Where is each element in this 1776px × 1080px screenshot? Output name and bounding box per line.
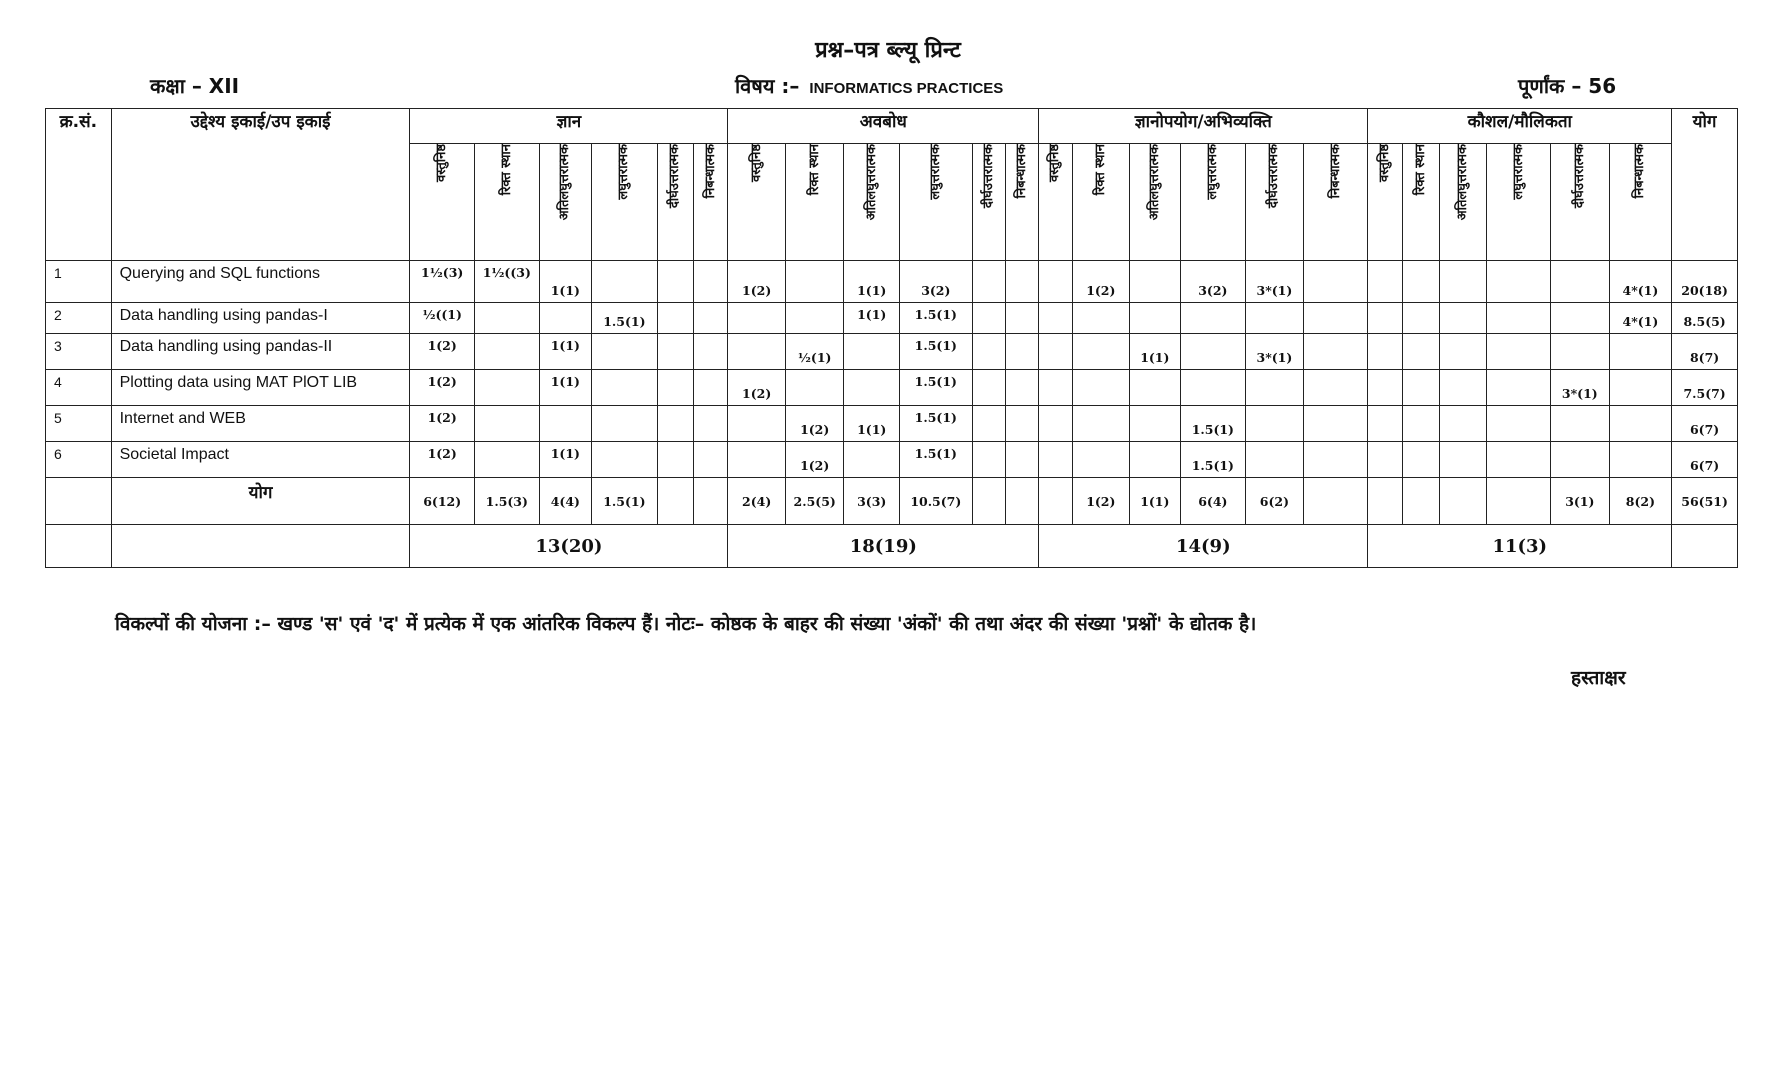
table-cell [1402,370,1439,406]
table-cell [1039,261,1072,303]
signature-label: हस्ताक्षर [1571,667,1626,689]
table-row [46,406,1738,442]
subtype-label: अतिलघुत्तरात्मक [1146,144,1162,221]
subtype-header [1368,144,1402,261]
totals-cell: 6(2) [1246,478,1304,525]
table-cell [474,334,539,370]
table-cell: 1(2) [410,334,475,370]
table-cell: ½((1) [410,303,475,334]
table-cell [1005,303,1038,334]
totals-cell [1368,478,1402,525]
subject-prefix: विषय :– [735,74,800,98]
table-cell [1368,303,1402,334]
table-cell [694,406,728,442]
row-serial: 5 [46,406,112,442]
subtype-label: वस्तुनिष्ठ [434,144,450,182]
table-cell [1039,442,1072,478]
table-row [46,334,1738,370]
subtype-header [785,144,844,261]
table-cell [694,261,728,303]
table-cell [592,370,658,406]
table-cell: 1(1) [539,370,591,406]
table-cell: 1(2) [785,442,844,478]
subtype-label: रिक्त स्थान [1412,144,1428,196]
empty-cell [46,478,112,525]
table-cell [1072,303,1130,334]
table-cell: 1(1) [844,261,900,303]
subtype-label: अतिलघुत्तरात्मक [557,144,573,221]
subtype-header [657,144,693,261]
table-cell [1368,370,1402,406]
table-cell [592,406,658,442]
table-cell: 4*(1) [1609,261,1672,303]
table-cell [1303,303,1368,334]
totals-cell [1039,478,1072,525]
table-cell [1180,370,1246,406]
group-total: 14(9) [1039,525,1368,568]
table-cell [1487,442,1551,478]
table-cell [657,303,693,334]
subtype-label: लघुत्तरात्मक [1510,144,1526,200]
table-cell: 1½((3) [474,261,539,303]
subtype-header [972,144,1005,261]
table-cell [1551,334,1610,370]
table-cell [474,303,539,334]
table-cell [1368,261,1402,303]
table-cell [1551,406,1610,442]
table-cell [1039,334,1072,370]
table-cell [1130,261,1180,303]
table-cell [728,303,786,334]
table-cell: 1(1) [539,442,591,478]
row-serial: 1 [46,261,112,303]
group-header: ज्ञानोपयोग/अभिव्यक्ति [1039,109,1368,144]
group-header: ज्ञान [410,109,728,144]
table-cell [1487,406,1551,442]
subtype-header [474,144,539,261]
table-cell: 1.5(1) [899,334,972,370]
subtype-header [844,144,900,261]
totals-cell: 8(2) [1609,478,1672,525]
subtype-label: वस्तुनिष्ठ [748,144,764,182]
subtype-header [1303,144,1368,261]
table-cell [1005,406,1038,442]
table-cell [1368,406,1402,442]
table-cell [1072,442,1130,478]
subtype-label: रिक्त स्थान [498,144,514,196]
table-row [46,442,1738,478]
table-cell: 1.5(1) [899,303,972,334]
table-cell: 1(1) [844,303,900,334]
table-cell [1609,370,1672,406]
table-cell [657,370,693,406]
table-cell [972,442,1005,478]
table-cell [539,303,591,334]
totals-cell [694,478,728,525]
table-cell: 1(2) [728,370,786,406]
serial-header: क्र.सं. [46,109,112,261]
table-cell [728,442,786,478]
table-cell [474,406,539,442]
table-cell [1402,261,1439,303]
subtype-label: अतिलघुत्तरात्मक [1455,144,1471,221]
table-cell [1609,334,1672,370]
row-unit: Querying and SQL functions [111,261,410,303]
table-cell: 1(1) [539,334,591,370]
totals-cell: 4(4) [539,478,591,525]
subtype-header [1130,144,1180,261]
totals-cell: 3(3) [844,478,900,525]
options-note: विकल्पों की योजना :– खण्ड 'स' एवं 'द' में प्रत्येक में एक आंतरिक विकल्प हैं। नोटः– कोष्ठक के बाहर की संख्या 'अंकों' की तथा अंदर की संख्या 'प्रश्नों' के द्योतक है। [115,613,1257,635]
subtype-header [899,144,972,261]
table-cell [1487,303,1551,334]
table-cell [1402,303,1439,334]
table-cell [844,442,900,478]
table-cell [844,370,900,406]
table-cell [1005,334,1038,370]
table-cell: 1.5(1) [899,406,972,442]
table-cell [1487,370,1551,406]
table-cell: 1.5(1) [1180,442,1246,478]
subtype-label: दीर्घउत्तरात्मक [980,144,996,209]
table-cell [1402,406,1439,442]
group-total: 13(20) [410,525,728,568]
table-cell: 1.5(1) [899,442,972,478]
subtype-label: रिक्त स्थान [806,144,822,196]
totals-cell [1440,478,1487,525]
subtype-label: निबन्धात्मक [1014,144,1030,199]
table-cell [1551,442,1610,478]
table-cell: 1.5(1) [592,303,658,334]
totals-label: योग [111,478,410,525]
totals-cell: 1.5(3) [474,478,539,525]
table-cell [1246,406,1304,442]
table-cell [1609,406,1672,442]
table-cell [972,261,1005,303]
table-cell [657,442,693,478]
table-cell: 3*(1) [1246,261,1304,303]
row-serial: 6 [46,442,112,478]
row-total: 6(7) [1672,406,1738,442]
table-cell [694,370,728,406]
totals-cell [1402,478,1439,525]
subtype-label: रिक्त स्थान [1092,144,1108,196]
table-cell [1130,303,1180,334]
table-cell [1440,261,1487,303]
row-total: 7.5(7) [1672,370,1738,406]
table-cell: 3(2) [1180,261,1246,303]
subtype-label: लघुत्तरात्मक [616,144,632,200]
empty-cell [1672,525,1738,568]
table-cell [539,406,591,442]
table-cell: 3(2) [899,261,972,303]
subtype-label: अतिलघुत्तरात्मक [863,144,879,221]
table-cell: 1.5(1) [1180,406,1246,442]
subtype-header [1180,144,1246,261]
group-header: अवबोध [728,109,1039,144]
subject-name: INFORMATICS PRACTICES [809,80,1004,97]
subtype-label: लघुत्तरात्मक [1204,144,1220,200]
grand-total: 56(51) [1672,478,1738,525]
subtype-label: वस्तुनिष्ठ [1377,144,1392,182]
totals-cell: 2.5(5) [785,478,844,525]
table-row [46,370,1738,406]
empty-cell [46,525,112,568]
subtype-header [728,144,786,261]
totals-cell [1303,478,1368,525]
table-cell [1180,334,1246,370]
table-cell: 1(2) [728,261,786,303]
table-cell [1039,406,1072,442]
table-cell [1303,334,1368,370]
table-cell [1246,442,1304,478]
table-cell [1005,261,1038,303]
table-cell [1039,303,1072,334]
table-cell: 1(2) [1072,261,1130,303]
totals-cell: 1(2) [1072,478,1130,525]
table-cell: 3*(1) [1246,334,1304,370]
group-header: कौशल/मौलिकता [1368,109,1672,144]
totals-cell: 6(4) [1180,478,1246,525]
max-marks-label: पूर्णांक – 56 [1518,74,1617,98]
row-unit: Data handling using pandas-I [111,303,410,334]
table-cell [1246,303,1304,334]
group-total: 11(3) [1368,525,1672,568]
subtype-header [1609,144,1672,261]
subtype-label: निबन्धात्मक [702,144,718,199]
row-serial: 4 [46,370,112,406]
table-cell [1072,406,1130,442]
table-cell [1072,370,1130,406]
table-cell: 1(2) [410,406,475,442]
table-cell: 1½(3) [410,261,475,303]
totals-cell: 6(12) [410,478,475,525]
subtype-label: लघुत्तरात्मक [927,144,943,200]
table-cell [1246,370,1304,406]
table-cell [1303,406,1368,442]
subtype-header [1246,144,1304,261]
table-cell [972,406,1005,442]
subtype-header [1487,144,1551,261]
table-cell [1440,303,1487,334]
table-cell [1551,261,1610,303]
table-cell [694,442,728,478]
table-cell [1551,303,1610,334]
table-cell [1130,442,1180,478]
table-cell [1303,370,1368,406]
subtype-label: वस्तुनिष्ठ [1047,144,1063,182]
table-cell: 1(1) [1130,334,1180,370]
table-cell [1180,303,1246,334]
table-cell [1487,261,1551,303]
table-cell [694,334,728,370]
table-cell [972,334,1005,370]
totals-cell [657,478,693,525]
row-unit: Internet and WEB [111,406,410,442]
table-cell [1440,442,1487,478]
table-cell [694,303,728,334]
table-cell [785,370,844,406]
row-total: 8(7) [1672,334,1738,370]
table-cell [1005,442,1038,478]
table-cell [657,334,693,370]
row-total: 20(18) [1672,261,1738,303]
subtype-header [410,144,475,261]
table-cell: 1(1) [539,261,591,303]
table-cell [1130,406,1180,442]
table-cell [1039,370,1072,406]
row-serial: 3 [46,334,112,370]
table-cell [728,334,786,370]
table-cell: ½(1) [785,334,844,370]
table-cell [1487,334,1551,370]
subtype-label: निबन्धात्मक [1327,144,1343,199]
row-unit: Societal Impact [111,442,410,478]
totals-cell: 1(1) [1130,478,1180,525]
group-totals-row [46,525,1738,568]
subtype-header [694,144,728,261]
totals-cell [1005,478,1038,525]
table-cell [972,370,1005,406]
table-cell: 1(2) [785,406,844,442]
subtype-header [592,144,658,261]
totals-cell: 3(1) [1551,478,1610,525]
subtype-header [1072,144,1130,261]
table-cell: 4*(1) [1609,303,1672,334]
table-cell [1005,370,1038,406]
table-cell [1402,334,1439,370]
totals-cell [972,478,1005,525]
table-cell [844,334,900,370]
subtype-label: निबन्धात्मक [1632,144,1648,199]
subtype-header [1551,144,1610,261]
totals-row [46,478,1738,525]
table-cell [1440,370,1487,406]
blueprint-table [45,108,1738,568]
unit-header: उद्देश्य इकाई/उप इकाई [111,109,410,261]
row-unit: Data handling using pandas-II [111,334,410,370]
table-cell [474,370,539,406]
table-row [46,303,1738,334]
table-cell: 1(2) [410,442,475,478]
table-cell [1303,442,1368,478]
table-cell [657,261,693,303]
table-cell [592,334,658,370]
row-total: 8.5(5) [1672,303,1738,334]
table-cell [592,261,658,303]
table-cell [474,442,539,478]
totals-cell: 2(4) [728,478,786,525]
table-cell [972,303,1005,334]
subtype-header [539,144,591,261]
table-cell [1303,261,1368,303]
totals-cell: 10.5(7) [899,478,972,525]
table-cell: 1(2) [410,370,475,406]
subject-label [735,72,1003,99]
row-total: 6(7) [1672,442,1738,478]
subtype-label: दीर्घउत्तरात्मक [1571,144,1587,209]
table-cell [785,261,844,303]
subtype-label: दीर्घउत्तरात्मक [1266,144,1282,209]
subtype-header [1440,144,1487,261]
page-title: प्रश्न–पत्र ब्ल्यू प्रिन्ट [815,38,961,63]
row-unit: Plotting data using MAT PlOT LIB [111,370,410,406]
table-cell [1368,334,1402,370]
table-cell [657,406,693,442]
subtype-label: दीर्घउत्तरात्मक [667,144,683,209]
subtype-header [1039,144,1072,261]
table-cell [728,406,786,442]
group-total: 18(19) [728,525,1039,568]
table-cell [1402,442,1439,478]
table-row [46,261,1738,303]
table-cell: 1.5(1) [899,370,972,406]
class-label: कक्षा – XII [150,74,240,98]
subtype-header [1005,144,1038,261]
totals-cell [1487,478,1551,525]
table-cell [1072,334,1130,370]
table-cell [1130,370,1180,406]
subtype-header [1402,144,1439,261]
table-cell [785,303,844,334]
row-serial: 2 [46,303,112,334]
totals-cell: 1.5(1) [592,478,658,525]
table-cell [1609,442,1672,478]
table-cell [1440,406,1487,442]
table-cell: 1(1) [844,406,900,442]
table-cell: 3*(1) [1551,370,1610,406]
empty-cell [111,525,410,568]
table-cell [1368,442,1402,478]
table-cell [1440,334,1487,370]
table-cell [592,442,658,478]
total-header: योग [1672,109,1738,261]
